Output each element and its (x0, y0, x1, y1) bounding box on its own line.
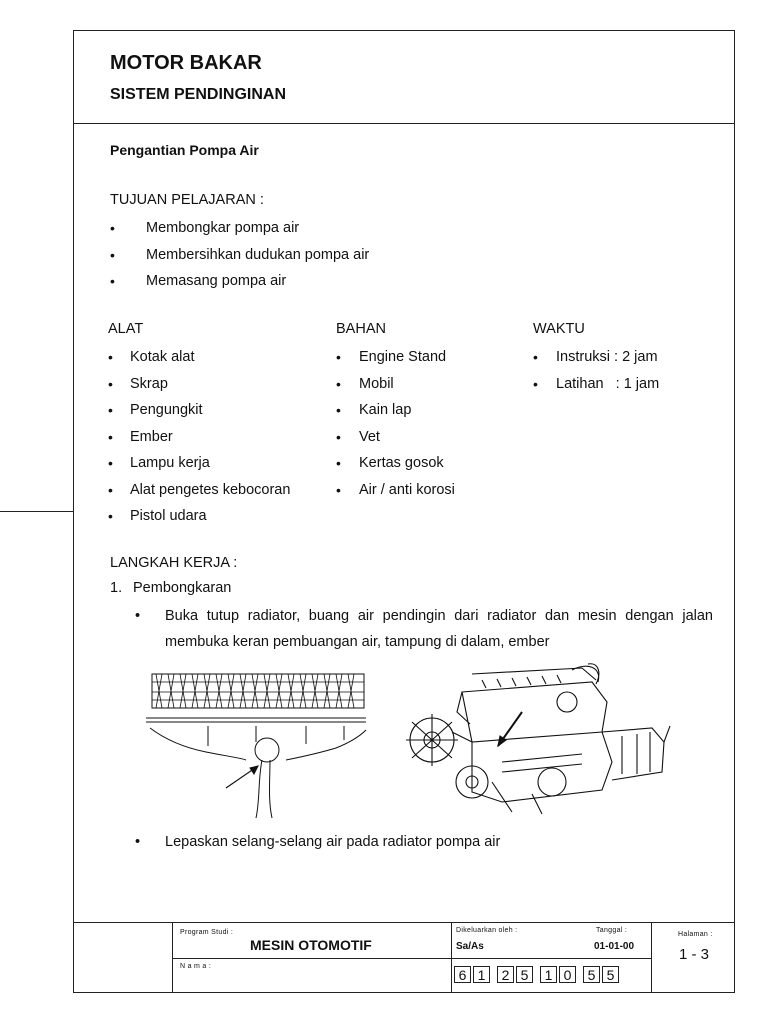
list-item: • Ember (108, 428, 173, 445)
objectives-heading: TUJUAN PELAJARAN : (110, 192, 264, 208)
section-title: Pengantian Pompa Air (110, 142, 259, 158)
step-bullet-2: • Lepaskan selang-selang air pada radiator pompa air (135, 834, 501, 850)
tools-list (108, 347, 290, 533)
list-item: • Membersihkan dudukan pompa air (110, 246, 370, 263)
footer-col-line (651, 922, 652, 993)
engine-illustration (402, 662, 672, 820)
time-list (533, 347, 659, 400)
list-item: • Instruksi : 2 jam (533, 349, 658, 365)
margin-line (0, 511, 73, 512)
steps-heading: LANGKAH KERJA : (110, 555, 238, 571)
code-digit: 5 (516, 966, 533, 983)
document-code (454, 966, 621, 983)
footer-row-line (172, 958, 451, 959)
code-digit: 0 (559, 966, 576, 983)
list-item: • Alat pengetes kebocoran (108, 481, 291, 498)
step-number: 1. (110, 580, 123, 596)
list-item: • Latihan : 1 jam (533, 375, 660, 392)
header-divider (73, 123, 735, 124)
materials-list (336, 347, 455, 506)
code-digit: 1 (473, 966, 490, 983)
code-digit: 1 (540, 966, 557, 983)
list-item: • Kain lap (336, 402, 412, 418)
tools-heading: ALAT (108, 321, 144, 337)
code-digit: 5 (583, 966, 600, 983)
list-item: • Lampu kerja (108, 455, 210, 471)
list-item: • Kotak alat (108, 349, 195, 365)
list-item: • Pengungkit (108, 402, 203, 418)
document-subtitle: SISTEM PENDINGINAN (110, 86, 287, 103)
page-number: 1 - 3 (679, 946, 710, 963)
list-item: • Air / anti korosi (336, 481, 455, 498)
program-value: MESIN OTOMOTIF (250, 937, 372, 953)
issued-value: Sa/As (456, 941, 484, 952)
step-title: Pembongkaran (133, 580, 232, 596)
list-item: • Vet (336, 428, 380, 445)
code-digit: 5 (602, 966, 619, 983)
code-digit: 2 (497, 966, 514, 983)
name-label: N a m a : (180, 963, 212, 970)
radiator-drain-illustration (146, 670, 368, 820)
time-heading: WAKTU (533, 321, 585, 337)
program-label: Program Studi : (180, 929, 234, 936)
list-item: • Pistol udara (108, 508, 207, 524)
issued-label: Dikeluarkan oleh : (456, 927, 518, 934)
objectives-list (110, 218, 369, 298)
list-item: • Membongkar pompa air (110, 220, 300, 236)
step-bullet-1: • Buka tutup radiator, buang air pendingin dari radiator dan mesin dengan jalan membuka keran pembuangan air, tampung di dalam, ember (135, 608, 713, 650)
footer-row-line (451, 958, 651, 959)
list-item: • Memasang pompa air (110, 273, 287, 289)
list-item: • Mobil (336, 375, 394, 392)
materials-heading: BAHAN (336, 321, 386, 337)
date-label: Tanggal : (596, 927, 628, 934)
page-label: Halaman : (678, 931, 713, 938)
list-item: • Kertas gosok (336, 455, 444, 471)
code-digit: 6 (454, 966, 471, 983)
document-title: MOTOR BAKAR (110, 52, 262, 74)
date-value: 01-01-00 (594, 941, 635, 952)
list-item: • Engine Stand (336, 349, 447, 365)
list-item: • Skrap (108, 375, 168, 392)
